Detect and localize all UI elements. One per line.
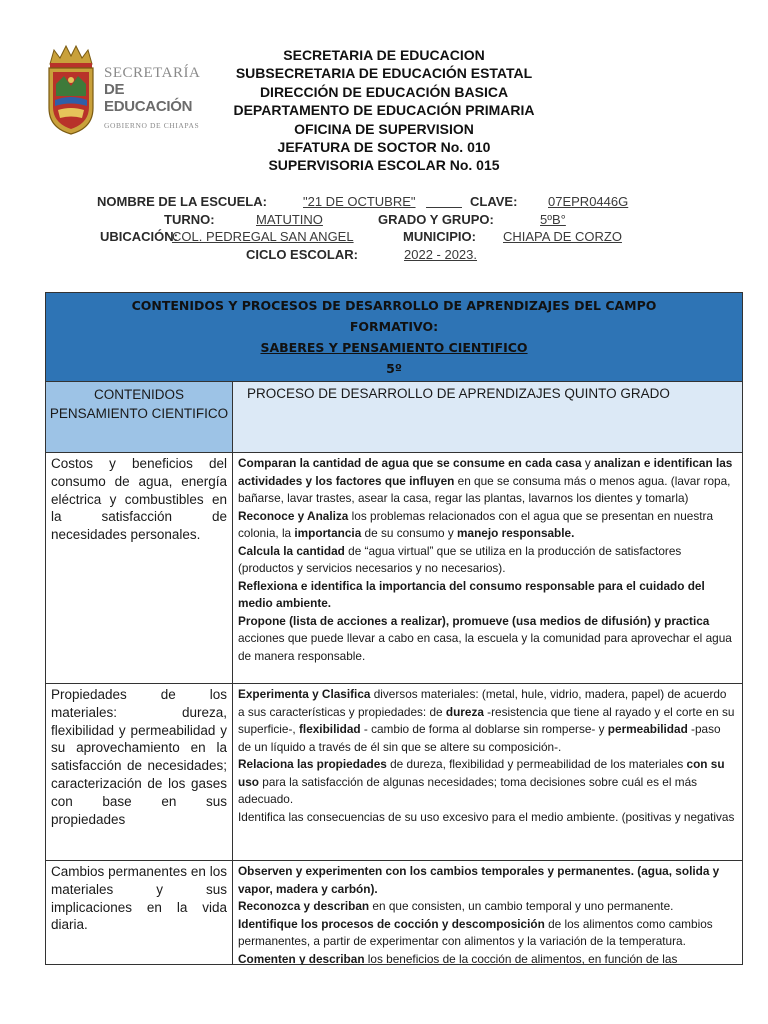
header-line: DEPARTAMENTO DE EDUCACIÓN PRIMARIA: [233, 102, 535, 119]
turno-value: MATUTINO: [256, 211, 323, 227]
municipio-label: MUNICIPIO:: [403, 229, 476, 244]
text: Identifica las consecuencias de su uso excesivo para el medio ambiente. (positivas y negativas: [238, 809, 735, 824]
table-row: [46, 684, 742, 861]
text-bold: flexibilidad: [298, 722, 361, 736]
secretaria-logo: [44, 44, 214, 139]
table-row: [46, 861, 742, 964]
text: de “agua virtual” que se utiliza en la producción de satisfactores (productos y servicios necesarios y no necesarios).: [238, 543, 682, 575]
text-bold: permeabilidad: [607, 722, 688, 736]
proceso-cell: [233, 684, 742, 860]
text-bold: Reconozca y describan: [238, 899, 370, 913]
text: - cambio de forma al doblarse sin romperse- y: [360, 722, 608, 736]
text: de su consumo y: [361, 526, 458, 540]
clave-label: CLAVE:: [470, 194, 518, 209]
table-title-line: SABERES Y PENSAMIENTO CIENTIFICO: [260, 340, 528, 355]
table-title: [46, 293, 742, 382]
text: en que se consuma más o menos agua. (lavar ropa, bañarse, lavar trastes, asear la casa, regar las plantas, lavarnos los dientes y tomarla): [238, 473, 731, 505]
text-bold: Identifique los procesos de cocción y descomposición: [238, 916, 545, 931]
text-bold: dureza: [445, 704, 484, 719]
document-header: [200, 46, 568, 175]
proceso-cell: [233, 453, 742, 683]
col-header-contenidos: CONTENIDOS PENSAMIENTO CIENTIFICO: [46, 382, 233, 452]
text: para la satisfacción de algunas necesidades; toma decisiones sobre cuál es el más adecuado.: [238, 774, 698, 806]
header-line: SECRETARIA DE EDUCACION: [283, 47, 485, 63]
chiapas-shield-icon: [44, 44, 98, 136]
table-header-row: [46, 382, 742, 453]
header-line: SUPERVISORIA ESCOLAR No. 015: [268, 157, 500, 174]
nombre-underline: [426, 193, 462, 208]
text: acciones que puede llevar a cabo en casa, la escuela y la comunidad para aprovechar el agua de manera responsable.: [238, 631, 732, 663]
text-bold: manejo responsable.: [457, 526, 575, 540]
header-line: DIRECCIÓN DE EDUCACIÓN BASICA: [259, 83, 509, 100]
text: los beneficios de la cocción de alimentos, en función de las: [364, 951, 678, 964]
table-title-line: CONTENIDOS Y PROCESOS DE DESARROLLO DE APRENDIZAJES DEL CAMPO: [131, 298, 657, 313]
text: en que consisten, un cambio temporal y uno permanente.: [369, 899, 674, 913]
contenido-cell: Costos y beneficios del consumo de agua, energía eléctrica y combustibles en la satisfacción de necesidades personales.: [46, 453, 233, 683]
text-bold: Comenten y describan: [238, 951, 365, 964]
text-bold: analizan e identifican las actividades y los factores que influyen: [238, 456, 733, 488]
text-bold: Comparan la cantidad de agua que se consume en cada casa: [238, 456, 582, 470]
ubicacion-value: COL. PEDREGAL SAN ANGEL: [172, 229, 354, 244]
col-header-proceso: PROCESO DE DESARROLLO DE APRENDIZAJES QUINTO GRADO: [247, 386, 670, 401]
text: -resistencia que tiene al rayado y el corte en su superficie-,: [238, 704, 735, 736]
header-line: JEFATURA DE SOCTOR No. 010: [277, 139, 491, 156]
ciclo-label: CICLO ESCOLAR:: [246, 246, 358, 262]
municipio-value: CHIAPA DE CORZO: [503, 229, 622, 244]
text-bold: Relaciona las propiedades: [238, 757, 387, 771]
turno-label: TURNO:: [164, 211, 215, 227]
text-bold: Reconoce y Analiza: [238, 508, 349, 523]
logo-line-2: DE EDUCACIÓN: [104, 81, 193, 115]
table-title-line: 5º: [386, 361, 402, 376]
ubicacion-label: UBICACIÓN:: [100, 229, 178, 244]
nombre-label: NOMBRE DE LA ESCUELA:: [97, 194, 267, 209]
text: los problemas relacionados con el agua que se presentan en nuestra colonia, la: [238, 508, 714, 540]
table-row: [46, 453, 742, 684]
proceso-cell: [233, 861, 742, 964]
ciclo-value: 2022 - 2023.: [404, 246, 478, 262]
text-bold: Experimenta y Clasifica: [238, 687, 371, 701]
clave-value: 07EPR0446G: [548, 194, 629, 209]
text-bold: Calcula la cantidad: [238, 543, 345, 558]
text-bold: importancia: [294, 526, 362, 540]
header-line: SUBSECRETARIA DE EDUCACIÓN ESTATAL: [235, 65, 533, 82]
contenido-cell: Propiedades de los materiales: dureza, flexibilidad y permeabilidad y su aprovechamiento en la satisfacción de necesidades; caracterización de los gases con base en sus propiedades: [46, 684, 233, 860]
text: de dureza, flexibilidad y permeabilidad de los materiales: [386, 757, 687, 771]
grado-value: 5ºB°: [540, 211, 566, 227]
text-bold: Observen y experimenten con los cambios temporales y permanentes. (agua, solida y vapor, madera y carbón).: [238, 864, 720, 896]
text: diversos materiales: (metal, hule, vidrio, madera, papel) de acuerdo a sus características y propiedades: de: [238, 687, 727, 719]
contenido-cell: Cambios permanentes en los materiales y sus implicaciones en la vida diaria.: [46, 861, 233, 964]
text-bold: Propone (lista de acciones a realizar), promueve (usa medios de difusión) y practica: [238, 613, 710, 628]
grado-label: GRADO Y GRUPO:: [378, 211, 494, 227]
text: y: [581, 456, 595, 470]
text: -paso de un líquido a través de él sin que se altere su composición-.: [238, 722, 721, 754]
text-bold: Reflexiona e identifica la importancia del consumo responsable para el cuidado del medio ambiente.: [238, 578, 705, 610]
table-title-line: FORMATIVO:: [349, 319, 439, 334]
school-info: [0, 193, 768, 263]
logo-line-3: GOBIERNO DE CHIAPAS: [104, 121, 200, 130]
logo-line-1: SECRETARÍA: [104, 65, 201, 81]
text-bold: con su uso: [238, 757, 725, 789]
nombre-value: "21 DE OCTUBRE": [303, 194, 416, 209]
text: de los alimentos como cambios permanentes, a partir de experimentar con alimentos y la variación de la temperatura.: [238, 916, 713, 948]
header-line: OFICINA DE SUPERVISION: [294, 120, 474, 137]
contents-table: [45, 292, 743, 965]
